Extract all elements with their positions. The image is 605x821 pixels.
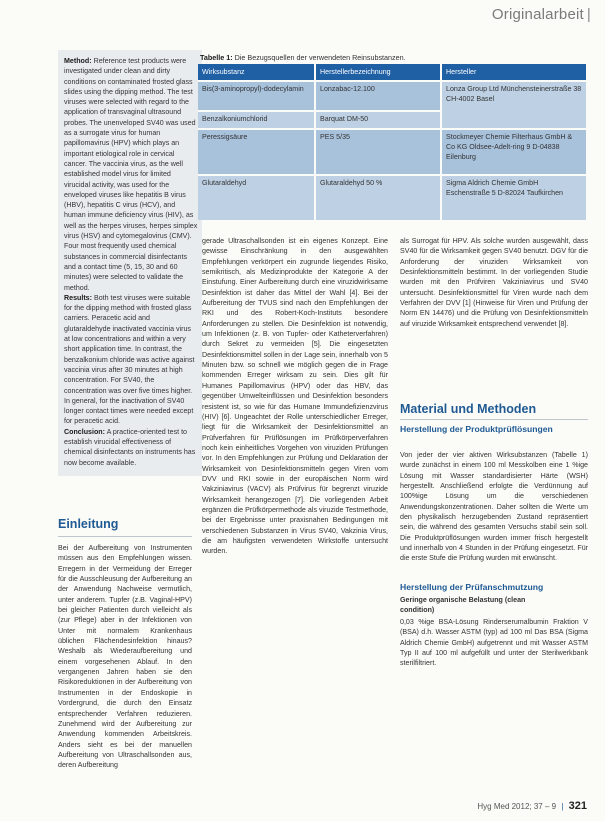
journal-citation: Hyg Med 2012; 37 – 9: [477, 802, 557, 811]
table-header-row: [198, 64, 587, 81]
table-cell: Stockmeyer Chemie Filterhaus GmbH & Co KG Oldsee-Adelt-ring 9 D-04838 Eilenburg: [441, 129, 587, 175]
table-cell: Peressigsäure: [198, 129, 315, 175]
header-separator: |: [586, 6, 591, 23]
subheading-clean-condition: Geringe organische Belastung (clean condition): [400, 596, 526, 615]
page-footer: [477, 800, 587, 812]
section-divider: [400, 419, 588, 420]
belastung-text: 0,03 %ige BSA-Lösung Rinderserumalbumin Fraktion V (BSA) d.h. Wasser ASTM (typ) ad 100 ml Das BSA (Sigma Aldrich Chemie GmbH) aufgetrennt und mit Wasser ASTM Typ II auf 100 ml aufgefüllt und unter der Sterilwerkbank sterilfiltriert.: [400, 618, 588, 668]
table-row: [198, 175, 587, 220]
table-cell: Bis(3-aminopropyl)-dodecylamin: [198, 81, 315, 111]
abstract-conclusion: [64, 427, 198, 468]
abstract-label: Conclusion:: [64, 427, 105, 436]
table-caption: [200, 53, 406, 62]
table-cell: PES 5/35: [315, 129, 441, 175]
column-header: Hersteller: [441, 64, 587, 81]
table-cell: Sigma Aldrich Chemie GmbH Eschenstraße 5 D-82024 Taufkirchen: [441, 175, 587, 220]
einleitung-text: Bei der Aufbereitung von Instrumenten müssen aus den Empfehlungen wissen. Erregern in der Vermeidung der Erreger für die Ausschleusung der Aufbereitung an der Anwendung Nachweise vermutlich, unter anderem. Tupfer (z.B. Vaginal-HPV) bei gleicher Patienten durch vielleicht als (zur Pflege) aber in der Infektionen von Unter mit normalem Krankenhaus üblichen Flächendesinfektion hinaus? Weshalb als Wiederaufbereitung und einem vorgesehenen Ablauf. In den vergangenen Jahren haben sie den Risikoreduktionen in der Aufbereitung von Instrumenten in der Endoskopie in Vordergrund, die durch den Einsatz entsprechender Verfahren reduzieren. Zunehmend wird der Aufbereitung zur Anwendung kommenden Arbeitskreis. Anders sieht es bei der manuellen Aufbereitung von Ultraschallsonden aus, deren Aufbereitung: [58, 544, 192, 770]
sources-table: [198, 64, 588, 220]
subheading-pruefanschmutzung: Herstellung der Prüfanschmutzung: [400, 582, 544, 592]
abstract-text: A practice-oriented test to establish virucidal effectiveness of chemical disinfectants on instruments has now become available.: [64, 427, 196, 467]
abstract-label: Results:: [64, 293, 92, 302]
table-caption-label: Tabelle 1:: [200, 53, 233, 62]
body-column-right-intro: als Surrogat für HPV. Als solche wurden ausgewählt, dass SV40 für die Wirksamkeit gegen SV40 benutzt. DGV für die Anforderung der viruziden Wirksamkeit von Desinfektionsmitteln bestimmt. In der vorliegenden Studie wurden mit den Prüfviren Vakziniavirus und SV40 untersucht. Desinfektionsmittel für Viren wurde nach dem Verfahren der DVV [1] (Hinweise für Viren und Prüfung der Norm EN 14476) und die Prüfung von Desinfektionsmitteln auf viruzide Wirksamkeit entsprechend verwendet [8].: [400, 237, 588, 328]
table-row: [198, 81, 587, 111]
abstract-label: Method:: [64, 57, 92, 65]
section-heading-einleitung: Einleitung: [58, 517, 119, 531]
journal-section-title: [492, 6, 591, 23]
table-cell: Barquat DM-50: [315, 111, 441, 129]
column-header: Wirksubstanz: [198, 64, 315, 81]
table-caption-text: Die Bezugsquellen der verwendeten Reinsubstanzen.: [232, 53, 406, 62]
table-cell: Glutaraldehyd: [198, 175, 315, 220]
table-row: [198, 129, 587, 175]
footer-separator: |: [561, 802, 564, 811]
english-abstract: [58, 50, 202, 476]
section-divider: [58, 536, 192, 537]
section-heading-material: Material und Methoden: [400, 402, 537, 416]
abstract-text: Reference test products were investigated under clean and dirty conditions on contaminated frosted glass slides using the dipping method. The test viruses were selected with regard to the application of transvaginal ultrasound probes. The unenveloped SV40 was used as a surrogate virus for human papillomavirus (HPV) which plays an important etiological role in cervical cancer. The vaccinia virus, as the well established model virus for limited virucidal activity, was used for the enveloped viruses like hepatitis B virus (HBV), hepatitis C virus (HCV), and human immune deficiency virus (HIV), as well as the herpes viruses, herpes simplex virus (HSV) and cytomegalovirus (CMV). Four most frequently used chemical substances in commercial disinfectants and a contact time (5, 15, 30 and 60 minutes) were selected to validate the method.: [64, 57, 198, 292]
table-cell: Lonzabac-12.100: [315, 81, 441, 111]
section-name: Originalarbeit: [491, 6, 584, 23]
subheading-produktpruefloesungen: Herstellung der Produktprüflösungen: [400, 424, 553, 434]
produkt-text: Von jeder der vier aktiven Wirksubstanzen (Tabelle 1) wurde zunächst in einem 100 ml Messkolben eine 1 %ige Lösung mit Wasser standardisierter Härte (WSH) hergestellt. Anschließend erfolgte die Verdünnung auf 100%ige Lösung um die verschiedenen Anwendungskonzentrationen. Daher sollten die Werte um den physikalisch herzugebenden Zustand repräsentiert sein, die während des gesamten Versuchs stabil sein soll. Die Produktprüflösungen wurden immer frisch hergestellt und innerhalb von 4 Stunden in der Prüfung eingesetzt. Für die erste Stufe die Prüfung wurden mit erwünscht.: [400, 451, 588, 563]
column-header: Herstellerbezeichnung: [315, 64, 441, 81]
abstract-results: [64, 293, 198, 427]
body-column-middle: gerade Ultraschallsonden ist ein eigenes Konzept. Eine gewisse Einschränkung in den ausgewählten Empfehlungen verkörpert ein zugrunde liegendes Risiko, semikritisch, als Medizinprodukte der Kategorie A der Einstufung. Einer Aufbereitung durch eine viruzidwirksame Desinfektion ist daher das Mittel der Wahl [4]. Bei der Aufbereitung der TVUS sind nach den Empfehlungen der RKI und des Robert-Koch-Instituts besondere Anforderungen zu stellen. Die Desinfektion ist notwendig, um Infektionen (z. B. von Tupfer- oder Katheterverfahren) durch Sekret zu vermeiden [5]. Die eingesetzten Desinfektionsmittel sollen in der Lage sein, innerhalb von 5 Minuten bzw. so schnell wie möglich gegen die in Frage kommenden Erreger wirksam zu sein. Dies gilt für Humanes Papillomavirus (HPV) oder das HBV, das gegenüber Umwelteinflüssen und Desinfektion besonders resistent ist, so wie für das Humane Immundefizienzvirus (HIV) [6]. Ungeachtet der Rolle unterschiedlicher Erreger, liegt für die Wirksamkeit der Desinfektionsmittel an Prüfverfahren für Prüflösungen im Prüfkörperverfahren noch kein einheitliches Vorgehen von viruziden Prüfungen vor. In den Empfehlungen zur Prüfung und Deklaration der Wirksamkeit von Desinfektionsmitteln gegen Viren vom DVV und RKI sowie in der europäischen Norm wird Vakziniavirus (VACV) als Prüfvirus für begrenzt viruzide Wirksamkeit herangezogen [7]. Die vorliegenden Arbeit ergänzen die Prüfkörpermethode als viruzide Testmethode, bei der Ergebnisse unter praxisnahen Bedingungen mit verschiedenen Substanzen in Virus SV40, Vakzinia Virus, die am häufigsten verwendeten Wirkstoffe untersucht wurden.: [202, 237, 388, 556]
abstract-text: Both test viruses were suitable for the dipping method with frosted glass carriers. Peracetic acid and glutaraldehyde inactivated vaccinia virus at low concentrations and within a very short application time. In contrast, the benzalkonium chloride was active against vaccinia virus after 30 minutes at high concentration. For SV40, the concentration was over five times higher. In general, for the inactivation of SV40 longer contact times were needed except for peracetic acid.: [64, 293, 195, 426]
table-cell: Benzalkoniumchlorid: [198, 111, 315, 129]
abstract-method: [64, 56, 198, 293]
table-cell: Lonza Group Ltd Münchensteinerstraße 38 CH-4002 Basel: [441, 81, 587, 129]
table-cell: Glutaraldehyd 50 %: [315, 175, 441, 220]
page-number: 321: [568, 800, 587, 812]
